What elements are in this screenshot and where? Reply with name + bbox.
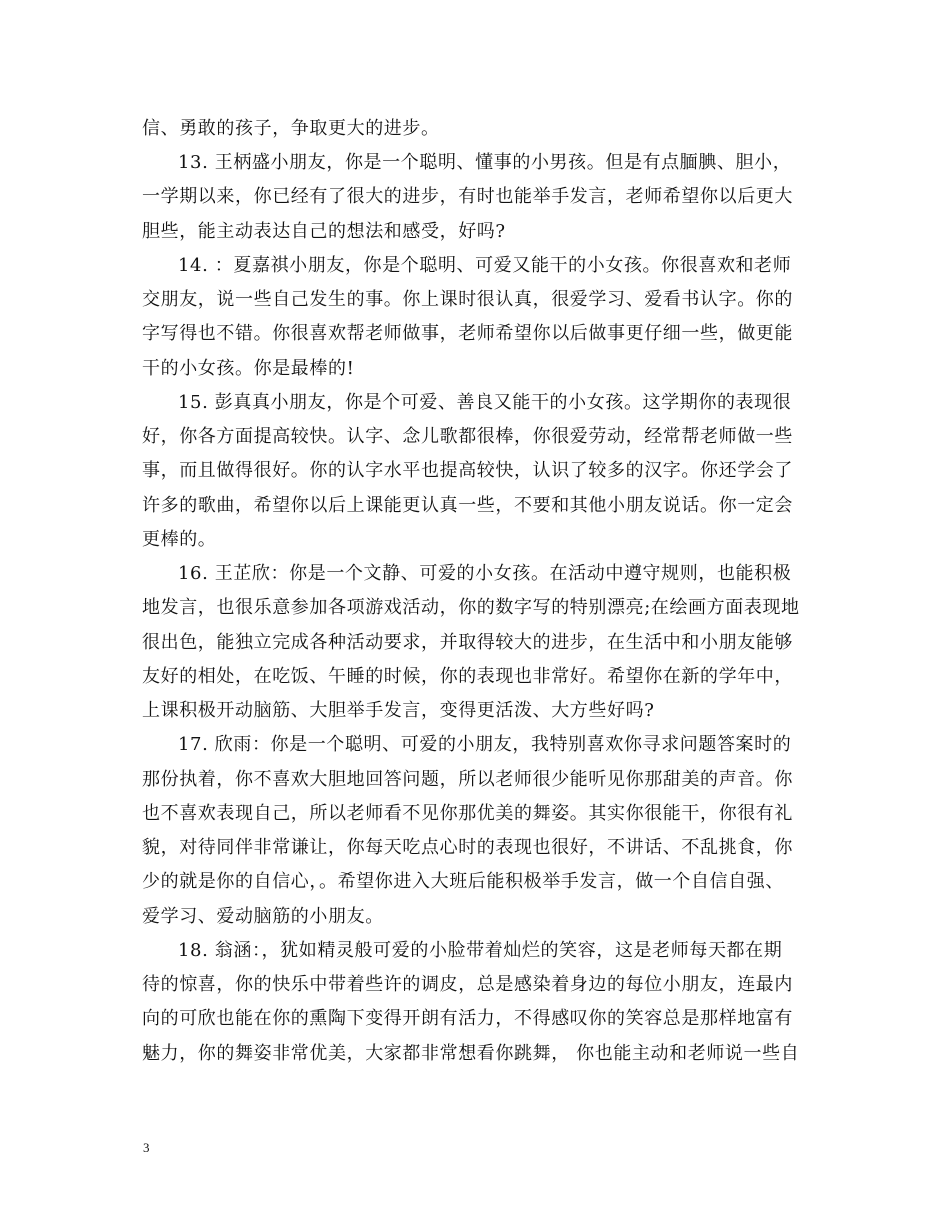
text-line: 事，而且做得很好。你的认字水平也提高较快，认识了较多的汉字。你还学会了 [142, 460, 793, 481]
paragraph-15-start: 15. 彭真真小朋友，你是个可爱、善良又能干的小女孩。这学期你的表现很 [178, 392, 792, 413]
page-number: 3 [143, 1140, 150, 1155]
text-line: 貌，对待同伴非常谦让，你每天吃点心时的表现也很好，不讲话、不乱挑食，你 [142, 837, 793, 858]
paragraph-17-start: 17. 欣雨：你是一个聪明、可爱的小朋友，我特别喜欢你寻求问题答案时的 [178, 734, 792, 755]
text-line: 魅力，你的舞姿非常优美，大家都非常想看你跳舞， 你也能主动和老师说一些自 [142, 1043, 800, 1064]
text-line: 交朋友，说一些自己发生的事。你上课时很认真，很爱学习、爱看书认字。你的 [142, 289, 793, 310]
text-line: 字写得也不错。你很喜欢帮老师做事，老师希望你以后做事更仔细一些，做更能 [142, 323, 793, 344]
text-line: 很出色，能独立完成各种活动要求，并取得较大的进步，在生活中和小朋友能够 [142, 632, 793, 653]
text-line: 那份执着，你不喜欢大胆地回答问题，所以老师很少能听见你那甜美的声音。你 [142, 769, 793, 790]
text-line: 信、勇敢的孩子，争取更大的进步。 [142, 118, 440, 139]
text-line: 地发言，也很乐意参加各项游戏活动，你的数字写的特别漂亮;在绘画方面表现地 [142, 597, 800, 618]
text-line: 干的小女孩。你是最棒的! [142, 358, 355, 379]
text-line: 一学期以来，你已经有了很大的进步，有时也能举手发言，老师希望你以后更大 [142, 186, 793, 207]
paragraph-13-start: 13. 王柄盛小朋友，你是一个聪明、懂事的小男孩。但是有点腼腆、胆小， [178, 152, 792, 173]
text-line: 上课积极开动脑筋、大胆举手发言，变得更活泼、大方些好吗? [142, 700, 655, 721]
text-line: 少的就是你的自信心，。希望你进入大班后能积极举手发言，做一个自信自强、 [142, 871, 784, 892]
text-line: 胆些，能主动表达自己的想法和感受，好吗? [142, 221, 506, 242]
text-line: 更棒的。 [142, 529, 217, 550]
text-line: 待的惊喜，你的快乐中带着些许的调皮，总是感染着身边的每位小朋友，连最内 [142, 974, 793, 995]
text-line: 友好的相处，在吃饭、午睡的时候，你的表现也非常好。希望你在新的学年中， [142, 666, 793, 687]
text-line: 爱学习、爱动脑筋的小朋友。 [142, 906, 384, 927]
paragraph-18-start: 18. 翁涵：，犹如精灵般可爱的小脸带着灿烂的笑容，这是老师每天都在期 [178, 940, 783, 961]
text-line: 许多的歌曲，希望你以后上课能更认真一些，不要和其他小朋友说话。你一定会 [142, 495, 793, 516]
paragraph-14-start: 14. ：夏嘉祺小朋友，你是个聪明、可爱又能干的小女孩。你很喜欢和老师 [178, 255, 792, 276]
text-line: 也不喜欢表现自己，所以老师看不见你那优美的舞姿。其实你很能干，你很有礼 [142, 803, 793, 824]
paragraph-16-start: 16. 王芷欣：你是一个文静、可爱的小女孩。在活动中遵守规则，也能积极 [178, 563, 792, 584]
text-line: 向的可欣也能在你的熏陶下变得开朗有活力，不得感叹你的笑容总是那样地富有 [142, 1008, 793, 1029]
text-line: 好，你各方面提高较快。认字、念儿歌都很棒，你很爱劳动，经常帮老师做一些 [142, 426, 793, 447]
